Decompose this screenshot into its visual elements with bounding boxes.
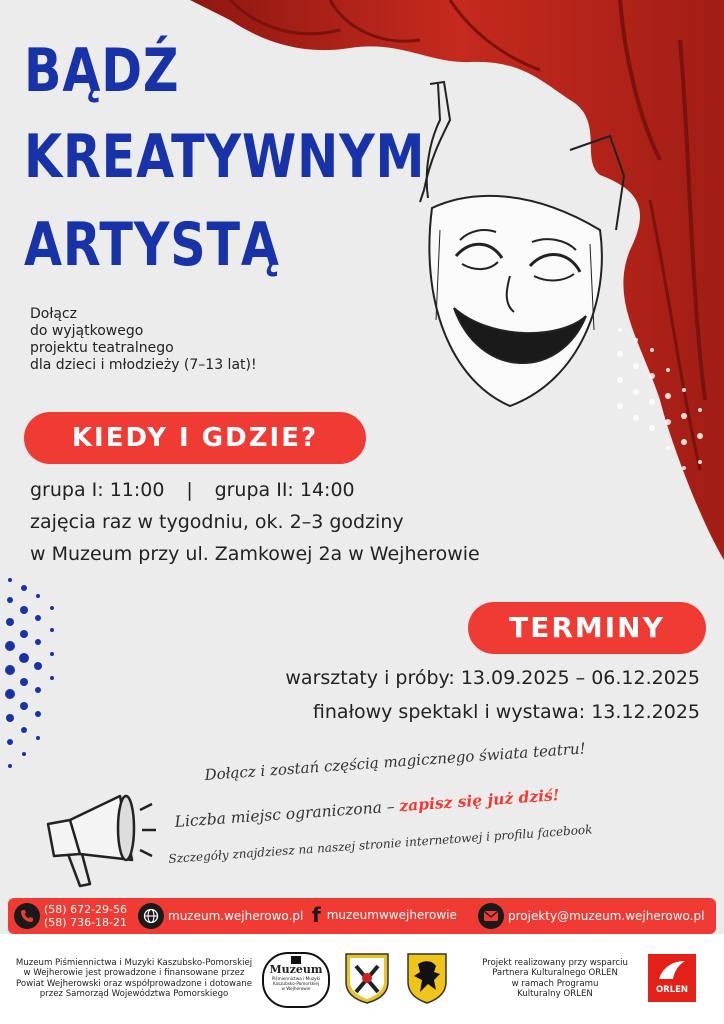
organizer-note	[14, 958, 254, 1000]
schedule-groups	[30, 474, 355, 506]
organizer-line-4: przez Samorząd Województwa Pomorskiego	[39, 989, 229, 1000]
partner-line-1: Projekt realizowany przy wsparciu	[482, 958, 628, 968]
call-line-2	[174, 785, 560, 831]
facebook-icon: f	[312, 903, 321, 927]
intro-line-2: do wyjątkowego	[30, 323, 144, 339]
phone-number-2[interactable]: (58) 736-18-21	[44, 916, 128, 929]
county-coat-of-arms-icon	[344, 952, 390, 1004]
title-line-1: BĄDŹ	[24, 36, 180, 106]
dates-heading: TERMINY	[468, 602, 706, 654]
finale-date: finałowy spektakl i wystawa: 13.12.2025	[312, 701, 700, 723]
museum-logo-line-3: Kaszubsko-Pomorskiej	[272, 981, 320, 986]
intro-line-3: projektu teatralnego	[30, 340, 174, 356]
intro-line-1: Dołącz	[30, 306, 77, 322]
megaphone-icon	[40, 790, 158, 896]
session-location: w Muzeum przy ul. Zamkowej 2a w Wejherowie	[30, 543, 480, 565]
workshop-dates: warsztaty i próby: 13.09.2025 – 06.12.2025	[285, 667, 700, 689]
museum-logo-title: Muzeum	[269, 963, 323, 976]
call-line-1: Dołącz i zostań częścią magicznego świata teatru!	[204, 739, 587, 784]
partner-line-2: Partnera Kulturalnego ORLEN	[492, 968, 618, 979]
website-link[interactable]: muzeum.wejherowo.pl	[168, 909, 304, 923]
session-frequency: zajęcia raz w tygodniu, ok. 2–3 godziny	[30, 511, 404, 533]
envelope-icon	[478, 903, 504, 929]
orlen-logo	[648, 954, 696, 1002]
museum-logo	[262, 952, 330, 1008]
museum-logo-line-2: Piśmiennictwa i Muzyki	[271, 976, 321, 981]
organizer-line-2: w Wejherowie jest prowadzone i finansowane przez	[23, 968, 245, 979]
email-contact	[478, 903, 704, 929]
call-line-2-text: Liczba miejsc ograniczona –	[174, 797, 401, 831]
globe-icon	[138, 903, 164, 929]
when-where-heading: KIEDY I GDZIE?	[24, 412, 366, 464]
group-1-time: grupa I: 11:00	[30, 479, 165, 501]
email-link[interactable]: projekty@muzeum.wejherowo.pl	[508, 909, 705, 923]
title-line-2: KREATYWNYM	[24, 122, 426, 192]
facebook-contact	[312, 903, 457, 927]
facebook-link[interactable]: muzeumwwejherowie	[326, 908, 457, 922]
partner-line-3: w ramach Programu	[511, 978, 599, 989]
phone-number-1[interactable]: (58) 672-29-56	[44, 903, 128, 916]
phone-contact	[14, 903, 127, 929]
voivodeship-coat-of-arms-icon	[406, 952, 448, 1004]
orlen-eagle-icon	[657, 959, 687, 981]
signup-highlight: zapisz się już dziś!	[398, 785, 561, 816]
website-contact	[138, 903, 303, 929]
title-line-3: ARTYSTĄ	[24, 210, 280, 280]
group-separator: |	[186, 479, 193, 501]
call-line-3: Szczegóły znajdziesz na naszej stronie internetowej i profilu facebook	[168, 822, 593, 866]
museum-logo-line-4: w Wejherowie	[281, 986, 311, 991]
group-2-time: grupa II: 14:00	[214, 479, 355, 501]
partner-line-4: Kulturalny ORLEN	[517, 989, 593, 1000]
organizer-line-3: Powiat Wejherowski oraz współprowadzone i dotowane	[15, 978, 252, 989]
partner-note	[470, 958, 640, 1000]
intro-line-4: dla dzieci i młodzieży (7–13 lat)!	[30, 357, 257, 373]
orlen-wordmark: ORLEN	[655, 985, 689, 995]
intro-text	[30, 306, 257, 374]
halftone-dots-left	[0, 560, 70, 820]
organizer-line-1: Muzeum Piśmiennictwa i Muzyki Kaszubsko-Pomorskiej	[15, 958, 253, 968]
phone-icon	[14, 903, 40, 929]
comedy-mask-icon	[410, 80, 640, 410]
